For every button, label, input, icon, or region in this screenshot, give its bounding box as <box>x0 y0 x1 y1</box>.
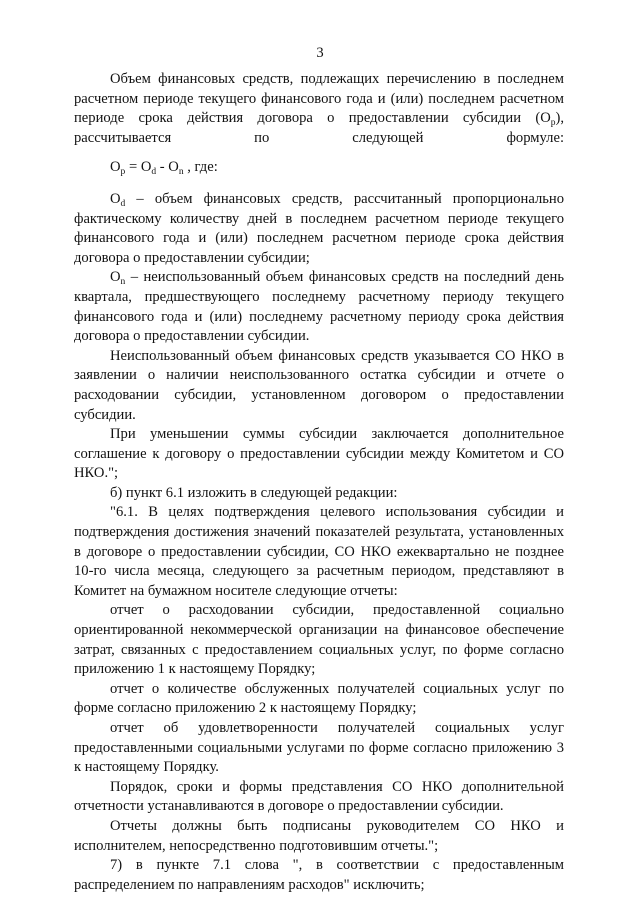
paragraph-subsidy-reduction: При уменьшении суммы субсидии заключается дополнительное соглашение к договору о предоставлении субсидии между Комитетом и СО НКО."; <box>74 426 564 482</box>
paragraph-reporting-requirements: "6.1. В целях подтверждения целевого использования субсидии и подтверждения достижения значений показателей результата, установленных в договоре о предоставлении субсидии, СО НКО ежеквартально не позднее 10-го числа месяца, следующего за расчетным периодом, представляют в Комитет на бумажном носителе следующие отчеты: <box>74 504 564 599</box>
formula: $O_p = O_d - O_n$ , где: <box>110 159 218 178</box>
paragraph-item-6-1: б) пункт 6.1 изложить в следующей редакции: <box>110 484 398 501</box>
paragraph-text-tail: ), рассчитывается по следующей формуле: <box>74 110 564 146</box>
page-number: 3 <box>316 45 324 61</box>
paragraph-report-signatures: Отчеты должны быть подписаны руководителем СО НКО и исполнителем, непосредственно подготовившим отчеты."; <box>74 817 564 854</box>
paragraph-on-definition: $O_n$ – неиспользованный объем финансовых средств на последний день квартала, предшествующего последнему расчетному периоду текущего финансового года и (или) последнему расчетному периоду срока действия договора о предоставлении субсидии. <box>74 269 564 345</box>
paragraph-additional-reporting: Порядок, сроки и формы представления СО НКО дополнительной отчетности устанавливаются в договоре о предоставлении субсидии. <box>74 778 564 815</box>
paragraph-text: Объем финансовых средств, подлежащих перечислению в последнем расчетном периоде текущего финансового года и (или) последнем расчетном периоде срока действия договора о предоставлении субсидии ( <box>74 71 564 127</box>
paragraph-od-definition: $O_d$ – объем финансовых средств, рассчитанный пропорционально фактическому количеству дней в последнем расчетном периоде текущего финансового года и (или) последнем расчетном периоде срока действия договора о предоставлении субсидии; <box>74 190 564 266</box>
paragraph-item-7-1: 7) в пункте 7.1 слова ", в соответствии с предоставленным распределением по направлениям расходов" исключить; <box>74 857 564 893</box>
document-body <box>74 70 564 895</box>
paragraph-report-recipients-count: отчет о количестве обслуженных получателей социальных услуг по форме согласно приложению 2 к настоящему Порядку; <box>74 680 564 717</box>
symbol-op: $O_p$ <box>540 110 556 129</box>
paragraph-unused-volume: Неиспользованный объем финансовых средств указывается СО НКО в заявлении о наличии неиспользованного остатка субсидии и отчете о расходовании субсидии, установленном договором о предоставлении субсидии. <box>74 347 564 423</box>
paragraph-report-expenditure: отчет о расходовании субсидии, предоставленной социально ориентированной некоммерческой организации на финансовое обеспечение затрат, связанных с предоставлением социальных услуг, по форме согласно приложению 1 к настоящему Порядку; <box>74 602 564 678</box>
paragraph-report-satisfaction: отчет об удовлетворенности получателей социальных услуг предоставленными социальными услугами по форме согласно приложению 3 к настоящему Порядку. <box>74 720 564 776</box>
paragraph-volume-definition <box>74 70 564 148</box>
